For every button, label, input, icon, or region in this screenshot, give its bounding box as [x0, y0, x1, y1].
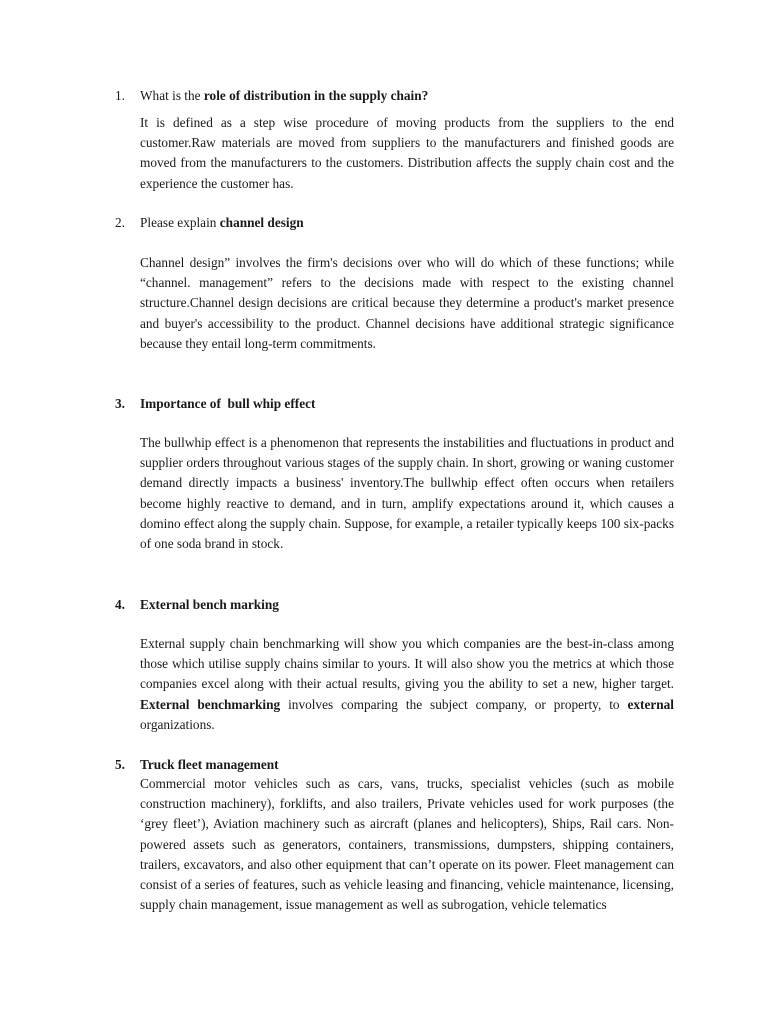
- paragraph-text: External supply chain benchmarking will show you which companies are the best-in-class among those which utilise supply chains similar to yours. It will also show you the metrics at which those companies excel along with their actual results, giving you the ability to set a new, higher target.: [140, 636, 674, 692]
- paragraph-bold-text: External benchmarking: [140, 696, 281, 712]
- question-number: 4.: [115, 597, 125, 612]
- question-heading: [140, 86, 428, 106]
- heading-text: What is the: [140, 88, 204, 103]
- paragraph-bold-text: external: [627, 696, 675, 712]
- question-heading: External bench marking: [140, 597, 279, 612]
- answer-paragraph-2: Channel design” involves the firm's decisions over who will do which of these functions; while “channel. management” refers to the decisions made with respect to the existing channel structure.Channel design decisions are critical because they determine a product's market presence and buyer's accessibility to the product. Channel decisions have additional strategic significance because they entail long-term commitments.: [140, 255, 674, 351]
- question-heading: [140, 213, 304, 233]
- question-heading: Truck fleet management: [140, 757, 279, 772]
- answer-paragraph-1: It is defined as a step wise procedure of moving products from the suppliers to the end customer.Raw materials are moved from suppliers to the manufacturers and finished goods are moved from the manufacturers to the customers. Distribution affects the supply chain cost and the experience the customer has.: [140, 115, 674, 191]
- paragraph-text: organizations.: [140, 716, 215, 732]
- answer-paragraph-4: [140, 634, 674, 735]
- heading-bold-text: channel design: [219, 215, 304, 230]
- question-number: 3.: [115, 396, 125, 411]
- answer-paragraph-3: The bullwhip effect is a phenomenon that represents the instabilities and fluctuations in product and supplier orders throughout various stages of the supply chain. In short, growing or waning customer demand directly impacts a business' inventory.The bullwhip effect often occurs when retailers become highly reactive to demand, and in turn, amplify expectations around it, which causes a domino effect along the supply chain. Suppose, for example, a retailer typically keeps 100 six-packs of one soda brand in stock.: [140, 435, 674, 552]
- question-number: 2.: [115, 215, 125, 230]
- question-heading: Importance of bull whip effect: [140, 396, 316, 411]
- answer-paragraph-5: Commercial motor vehicles such as cars, vans, trucks, specialist vehicles (such as mobile construction machinery), forklifts, and also trailers, Private vehicles used for work purposes (the ‘grey fleet’), Aviation machinery such as aircraft (planes and helicopters), Ships, Rail cars. Non-powered assets such as generators, containers, transmissions, dumpsters, shipping containers, trailers, excavators, and also other equipment that can’t operate on its power. Fleet management can consist of a series of features, such as vehicle leasing and financing, vehicle maintenance, licensing, supply chain management, issue management as well as subrogation, vehicle telematics: [140, 776, 674, 913]
- heading-bold-text: role of distribution in the supply chain?: [203, 88, 429, 103]
- question-number: 5.: [115, 757, 125, 772]
- question-number: 1.: [115, 88, 125, 103]
- heading-text: Please explain: [140, 215, 220, 230]
- paragraph-text: involves comparing the subject company, or property, to: [280, 696, 628, 712]
